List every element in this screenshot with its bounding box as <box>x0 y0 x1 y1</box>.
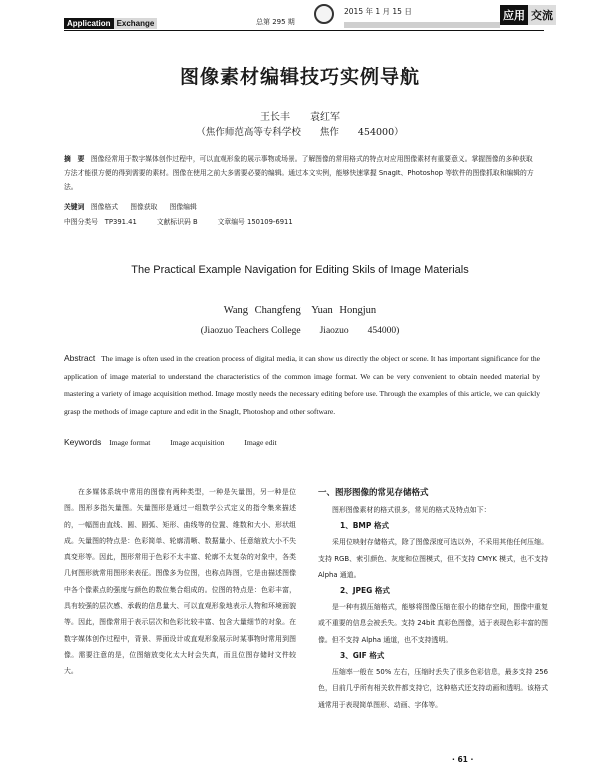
section-intro: 图形图像素材的格式很多，常见的格式及特点如下： <box>332 506 491 514</box>
paragraph-gif: 压缩率一般在 50% 左右，压缩时丢失了很多色彩信息，最多支持 256 色，目前几乎所有相关软件都支持它，这种格式还支持动画和透明。该格式通常用于表现简单图形、动画、字体等。 <box>318 668 548 709</box>
authors-en: Wang Changfeng Yuan Hongjun <box>223 305 377 316</box>
paper-title-en: The Practical Example Navigation for Editing Skils of Image Materials <box>131 264 469 276</box>
header-section-2: 交流 <box>528 5 556 25</box>
keyword-cn: 图像获取 <box>130 203 158 211</box>
keywords-en <box>64 437 540 447</box>
body-left-column: 在多媒体系统中常用的图像有两种类型，一种是矢量图，另一种是位图。图形多指矢量图。矢量图形是通过一组数学公式定义的指令集来描述的，一幅图由直线、圆、圆弧、矩形、曲线等的位置、维数和大小、形状组成。矢量图的特点是：色彩简单、轮廓清晰、数据量小、任意缩放大小不失真变形等。因此，图形常用于色彩不太丰富、轮廓不太复杂的对象中，各类几何图形就常用图形来表征。图像多为位图，也称点阵图，它是由描述图像中各个像素点的强度与颜色的数位集合组成的。位图的特点是：色彩丰富，具有较强的层次感、承载的信息量大、可以直观形象地表示人物和环境面貌等。因此，图像常用于表示层次和色彩比较丰富、包含大量细节的对象。在数字媒体创作过程中，背景、界面设计或直观形象展示时某事物时常用到图像。需要注意的是，位图缩放变化太大时会失真，而且位图存储时文件较大。 <box>64 488 296 676</box>
subheading-gif: 3、GIF 格式 <box>340 651 385 661</box>
page-number: · 61 · <box>452 755 474 764</box>
subheading-jpeg: 2、JPEG 格式 <box>340 586 390 596</box>
keywords-label-en: Keywords <box>64 437 102 447</box>
paragraph-bmp: 采用位映射存储格式，除了图像深度可选以外，不采用其他任何压缩。支持 RGB、索引颜色、灰度和位图模式，但不支持 CMYK 模式，也不支持 Alpha 通道。 <box>318 538 548 579</box>
abstract-label-cn: 摘 要 <box>64 155 85 163</box>
authors-cn: 王长丰 袁红军 <box>260 112 340 123</box>
affiliation-cn: （焦作师范高等专科学校 焦作 454000） <box>196 127 404 138</box>
section-heading: 一、图形图像的常见存储格式 <box>318 488 429 498</box>
abstract-en <box>64 350 540 420</box>
header-tag-application: Application <box>64 18 114 29</box>
abstract-text-en: The image is often used in the creation process of digital media, it can show us directly the object or scene. It has important significance for the application of image material to understand the characteristics of the common image format. We can be very convenient to obtain needed material by mastering a variety of image acquisition method. Image mostly needs the necessary editing before use. Through the examples of this article, we can quickly grasp the methods of image capture and edit in the SnagIt, Photoshop and other software. <box>64 354 540 416</box>
header-section-label <box>500 2 556 28</box>
subheading-bmp: 1、BMP 格式 <box>340 521 390 531</box>
keyword-en: Image edit <box>244 438 277 447</box>
abstract-label-en: Abstract <box>64 353 96 363</box>
header-circle-ornament <box>314 4 334 24</box>
header-divider-bar <box>344 22 500 28</box>
header-date: 2015 年 1 月 15 日 <box>344 7 412 16</box>
article-number: 文章编号 150109-6911 <box>217 218 293 226</box>
body-right-column <box>318 484 548 713</box>
keyword-en: Image acquisition <box>170 438 225 447</box>
header-issue: 总第 295 期 <box>256 18 295 26</box>
paper-title-cn: 图像素材编辑技巧实例导航 <box>179 66 420 88</box>
keywords-cn <box>64 201 538 211</box>
header-section-1: 应用 <box>500 5 528 25</box>
document-code: 文献标识码 B <box>156 218 198 226</box>
classification-row <box>64 216 538 226</box>
header-rule <box>64 30 544 31</box>
header-tag <box>64 16 157 30</box>
clc-number: 中图分类号 TP391.41 <box>64 218 137 226</box>
keywords-label-cn: 关键词 <box>64 203 85 211</box>
paragraph-jpeg: 是一种有损压缩格式，能够将图像压缩在很小的储存空间，图像中重复或不重要的信息会被丢失。支持 24bit 真彩色图像，适于表现色彩丰富的图像。但不支持 Alpha 通道，也不支持透明。 <box>318 603 548 644</box>
keyword-cn: 图像编辑 <box>169 203 197 211</box>
affiliation-en: (Jiaozuo Teachers College Jiaozuo 454000) <box>200 326 400 336</box>
abstract-cn <box>64 152 538 194</box>
keyword-cn: 图像格式 <box>90 203 119 211</box>
abstract-text-cn: 图像经常用于数字媒体创作过程中，可以直观形象的展示事物或场景。了解图像的常用格式的特点对应用图像素材有重要意义。掌握图像的多种获取方法才能很方便的得到需要的素材。图像在使用之前大多需要必要的编辑。通过本文实例，能够快速掌握 SnagIt、Photoshop 等软件的图像抓取和编辑的方法。 <box>64 155 534 191</box>
header-tag-exchange: Exchange <box>114 18 158 29</box>
keyword-en: Image format <box>109 438 151 447</box>
